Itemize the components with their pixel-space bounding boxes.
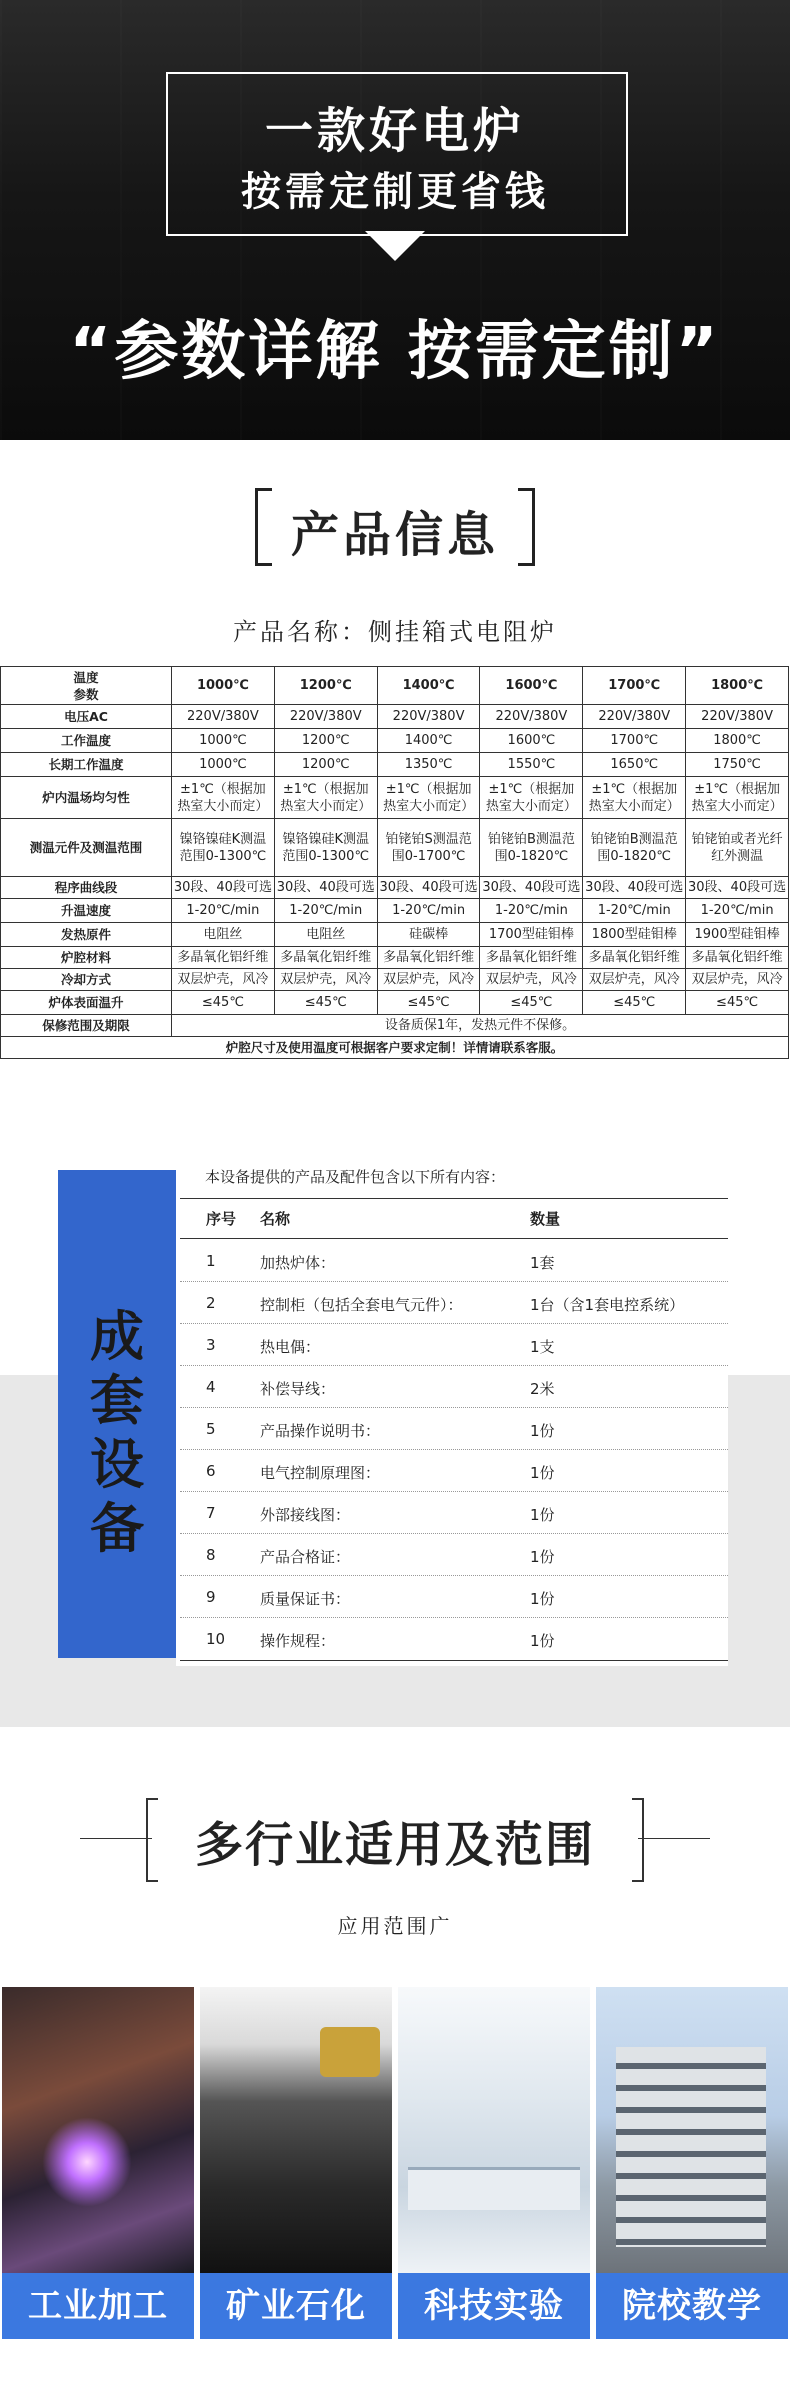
table-cell: 1800℃: [686, 729, 789, 753]
item-qty: 1份: [530, 1590, 555, 1608]
list-item: [180, 1366, 728, 1408]
tile-label: 矿业石化: [200, 2273, 392, 2339]
table-row: [1, 729, 789, 753]
table-cell: 1700℃: [583, 729, 686, 753]
kit-header-no: 序号: [206, 1210, 237, 1228]
table-cell: 双层炉壳，风冷: [686, 969, 789, 991]
applications-subtitle: 应用范围广: [337, 1914, 453, 1938]
list-item: [180, 1240, 728, 1282]
list-item: [180, 1534, 728, 1576]
table-cell: ±1℃（根据加热室大小而定）: [274, 777, 377, 819]
table-cell: 铂铑铂或者光纤红外测温: [686, 819, 789, 877]
table-row: [1, 877, 789, 899]
spec-col-header: 1000℃: [172, 667, 275, 705]
industry-photo: [2, 1987, 194, 2273]
item-qty: 1份: [530, 1506, 555, 1524]
table-cell: 1600℃: [480, 729, 583, 753]
table-cell: 电阻丝: [274, 923, 377, 947]
spec-col-header: 1700℃: [583, 667, 686, 705]
item-name: 产品合格证：: [260, 1548, 351, 1566]
title-rule-right: [638, 1838, 710, 1839]
item-no: 6: [206, 1462, 216, 1480]
row-label: 炉内温场均匀性: [1, 777, 172, 819]
item-name: 补偿导线：: [260, 1380, 336, 1398]
item-qty: 1支: [530, 1338, 555, 1356]
row-label: 电压AC: [1, 705, 172, 729]
item-no: 2: [206, 1294, 216, 1312]
table-cell: 30段、40段可选: [377, 877, 480, 899]
product-info-heading: [255, 488, 535, 563]
table-cell: ≤45℃: [172, 991, 275, 1015]
table-cell: 铂铑铂B测温范围0-1820℃: [583, 819, 686, 877]
table-cell: 多晶氧化铝纤维: [274, 947, 377, 969]
tile-label: 院校教学: [596, 2273, 788, 2339]
table-cell: 镍铬镍硅K测温范围0-1300℃: [274, 819, 377, 877]
kit-intro: 本设备提供的产品及配件包含以下所有内容：: [205, 1168, 506, 1186]
table-cell: 1-20℃/min: [583, 899, 686, 923]
kit-side-title: 成套设备: [90, 1305, 144, 1560]
row-label: 测温元件及测温范围: [1, 819, 172, 877]
table-cell: 1200℃: [274, 729, 377, 753]
list-item: [180, 1576, 728, 1618]
table-cell: 镍铬镍硅K测温范围0-1300℃: [172, 819, 275, 877]
table-cell: 多晶氧化铝纤维: [583, 947, 686, 969]
table-row: [1, 969, 789, 991]
table-cell: 多晶氧化铝纤维: [480, 947, 583, 969]
table-cell: 1-20℃/min: [377, 899, 480, 923]
hero-slogan: “参数详解 按需定制”: [69, 315, 721, 389]
warranty-row: [1, 1015, 789, 1037]
row-label: 炉腔材料: [1, 947, 172, 969]
item-qty: 1份: [530, 1632, 555, 1650]
table-cell: 双层炉壳，风冷: [172, 969, 275, 991]
spec-header-label: 温度 参数: [1, 667, 172, 705]
table-cell: ≤45℃: [377, 991, 480, 1015]
table-cell: 220V/380V: [274, 705, 377, 729]
hero-banner: [0, 0, 790, 440]
item-no: 7: [206, 1504, 216, 1522]
bracket-right: [632, 1798, 644, 1882]
table-cell: 30段、40段可选: [583, 877, 686, 899]
title-rule-left: [80, 1838, 152, 1839]
item-name: 电气控制原理图：: [260, 1464, 381, 1482]
kit-divider-bottom: [180, 1660, 728, 1661]
table-cell: 多晶氧化铝纤维: [686, 947, 789, 969]
item-name: 操作规程：: [260, 1632, 336, 1650]
item-name: 质量保证书：: [260, 1590, 351, 1608]
table-cell: 1-20℃/min: [480, 899, 583, 923]
item-no: 10: [206, 1630, 226, 1648]
table-cell: ±1℃（根据加热室大小而定）: [172, 777, 275, 819]
table-cell: 1000℃: [172, 753, 275, 777]
table-cell: 30段、40段可选: [686, 877, 789, 899]
table-cell: 1400℃: [377, 729, 480, 753]
table-cell: 220V/380V: [172, 705, 275, 729]
table-cell: 双层炉壳，风冷: [274, 969, 377, 991]
hero-title: 一款好电炉: [264, 103, 525, 159]
row-label: 升温速度: [1, 899, 172, 923]
spec-col-header: 1200℃: [274, 667, 377, 705]
item-no: 1: [206, 1252, 216, 1270]
row-label: 工作温度: [1, 729, 172, 753]
row-label: 发热原件: [1, 923, 172, 947]
table-cell: ≤45℃: [686, 991, 789, 1015]
warranty-value: 设备质保1年，发热元件不保修。: [172, 1015, 789, 1037]
table-cell: 220V/380V: [686, 705, 789, 729]
table-cell: ±1℃（根据加热室大小而定）: [686, 777, 789, 819]
kit-header-qty: 数量: [530, 1210, 561, 1228]
table-cell: 1-20℃/min: [686, 899, 789, 923]
spec-col-header: 1400℃: [377, 667, 480, 705]
kit-divider-top: [180, 1198, 728, 1199]
item-no: 5: [206, 1420, 216, 1438]
table-cell: 1650℃: [583, 753, 686, 777]
table-row: [1, 753, 789, 777]
spec-header-row: [1, 667, 789, 705]
table-cell: 220V/380V: [377, 705, 480, 729]
row-label: 保修范围及期限: [1, 1015, 172, 1037]
table-cell: 1-20℃/min: [172, 899, 275, 923]
table-cell: ≤45℃: [583, 991, 686, 1015]
table-cell: 1700型硅钼棒: [480, 923, 583, 947]
row-label: 炉体表面温升: [1, 991, 172, 1015]
item-no: 4: [206, 1378, 216, 1396]
table-row: [1, 923, 789, 947]
table-row: [1, 947, 789, 969]
footnote-row: [1, 1037, 789, 1059]
kit-divider-header: [180, 1238, 728, 1239]
table-row: [1, 819, 789, 877]
table-cell: ≤45℃: [480, 991, 583, 1015]
list-item: [180, 1492, 728, 1534]
item-qty: 1份: [530, 1422, 555, 1440]
table-cell: 1200℃: [274, 753, 377, 777]
mining-photo: [200, 1987, 392, 2273]
list-item: [180, 1408, 728, 1450]
row-label: 程序曲线段: [1, 877, 172, 899]
bracket-left: [146, 1798, 158, 1882]
hero-subtitle: 按需定制更省钱: [241, 169, 549, 215]
hero-frame-notch: [365, 231, 425, 261]
application-tile-school: [596, 1987, 788, 2339]
table-cell: ±1℃（根据加热室大小而定）: [583, 777, 686, 819]
table-cell: 220V/380V: [480, 705, 583, 729]
table-cell: 多晶氧化铝纤维: [172, 947, 275, 969]
table-row: [1, 899, 789, 923]
list-item: [180, 1618, 728, 1660]
row-label: 长期工作温度: [1, 753, 172, 777]
table-cell: 30段、40段可选: [172, 877, 275, 899]
tile-label: 工业加工: [2, 2273, 194, 2339]
item-no: 9: [206, 1588, 216, 1606]
item-name: 控制柜（包括全套电气元件）：: [260, 1296, 463, 1314]
table-cell: 多晶氧化铝纤维: [377, 947, 480, 969]
table-cell: 1350℃: [377, 753, 480, 777]
applications-title: 多行业适用及范围: [194, 1817, 595, 1873]
table-row: [1, 777, 789, 819]
table-row: [1, 705, 789, 729]
table-cell: 双层炉壳，风冷: [480, 969, 583, 991]
item-name: 加热炉体：: [260, 1254, 336, 1272]
table-cell: 220V/380V: [583, 705, 686, 729]
table-row: [1, 991, 789, 1015]
item-qty: 2米: [530, 1380, 555, 1398]
table-cell: 电阻丝: [172, 923, 275, 947]
tile-label: 科技实验: [398, 2273, 590, 2339]
application-tile-industry: [2, 1987, 194, 2339]
table-footnote: 炉腔尺寸及使用温度可根据客户要求定制！详情请联系客服。: [1, 1037, 789, 1059]
table-cell: 1800型硅钼棒: [583, 923, 686, 947]
list-item: [180, 1324, 728, 1366]
kit-side-bar: [58, 1170, 176, 1658]
table-cell: ≤45℃: [274, 991, 377, 1015]
table-cell: 1000℃: [172, 729, 275, 753]
table-cell: ±1℃（根据加热室大小而定）: [377, 777, 480, 819]
item-no: 8: [206, 1546, 216, 1564]
item-name: 外部接线图：: [260, 1506, 351, 1524]
item-qty: 1份: [530, 1548, 555, 1566]
school-photo: [596, 1987, 788, 2273]
table-cell: 硅碳棒: [377, 923, 480, 947]
row-label: 冷却方式: [1, 969, 172, 991]
table-cell: 30段、40段可选: [480, 877, 583, 899]
list-item: [180, 1450, 728, 1492]
section-title: 产品信息: [290, 507, 499, 563]
table-cell: 双层炉壳，风冷: [583, 969, 686, 991]
item-no: 3: [206, 1336, 216, 1354]
table-cell: 1550℃: [480, 753, 583, 777]
item-qty: 1套: [530, 1254, 555, 1272]
lab-photo: [398, 1987, 590, 2273]
spec-col-header: 1600℃: [480, 667, 583, 705]
kit-header-name: 名称: [260, 1210, 291, 1228]
item-name: 热电偶：: [260, 1338, 321, 1356]
product-name: 产品名称：侧挂箱式电阻炉: [233, 618, 557, 646]
application-tile-lab: [398, 1987, 590, 2339]
table-cell: ±1℃（根据加热室大小而定）: [480, 777, 583, 819]
table-cell: 铂铑铂S测温范围0-1700℃: [377, 819, 480, 877]
spec-col-header: 1800℃: [686, 667, 789, 705]
list-item: [180, 1282, 728, 1324]
table-cell: 1750℃: [686, 753, 789, 777]
application-tile-mining: [200, 1987, 392, 2339]
table-cell: 1900型硅钼棒: [686, 923, 789, 947]
item-qty: 1份: [530, 1464, 555, 1482]
item-qty: 1台（含1套电控系统）: [530, 1296, 685, 1314]
table-cell: 1-20℃/min: [274, 899, 377, 923]
table-cell: 铂铑铂B测温范围0-1820℃: [480, 819, 583, 877]
table-cell: 30段、40段可选: [274, 877, 377, 899]
table-cell: 双层炉壳，风冷: [377, 969, 480, 991]
spec-table: [0, 666, 789, 1059]
item-name: 产品操作说明书：: [260, 1422, 381, 1440]
